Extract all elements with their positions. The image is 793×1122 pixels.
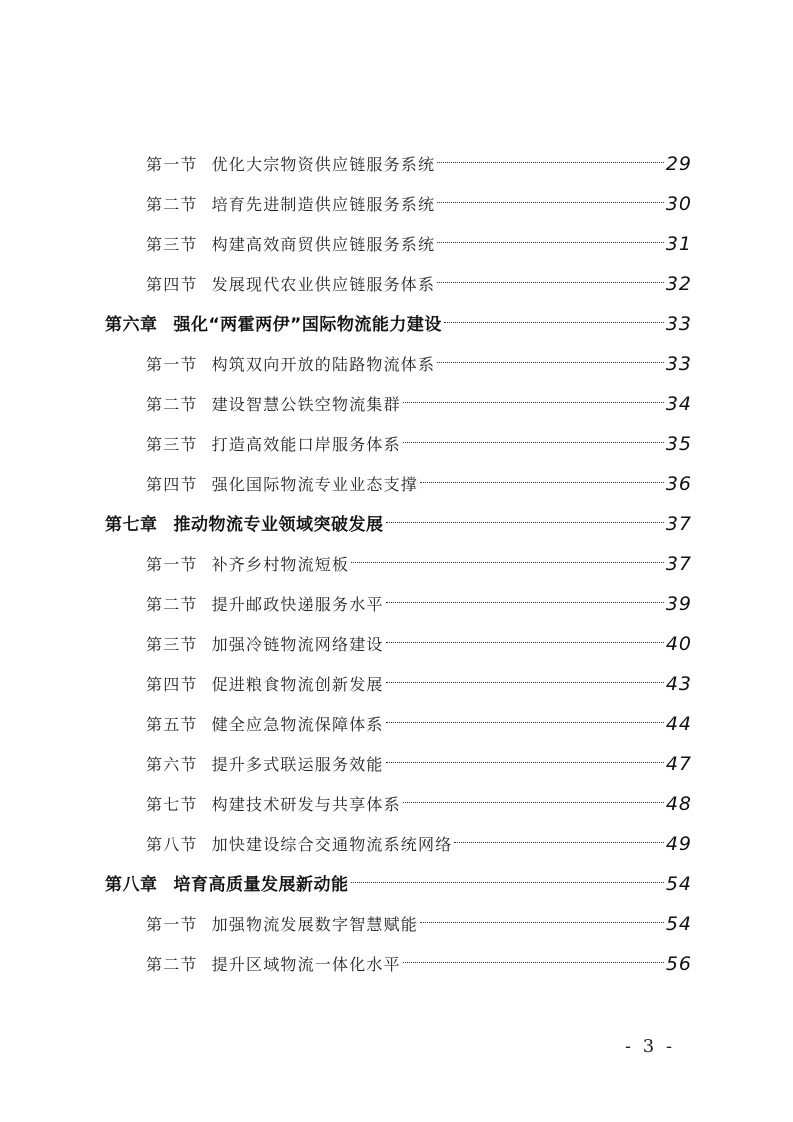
toc-entry-title: 建设智慧公铁空物流集群 — [211, 395, 401, 414]
dot-leader — [420, 921, 664, 923]
toc-entry-label: 第七节 — [146, 795, 198, 814]
toc-entry[interactable] — [146, 667, 692, 701]
toc-chapter-label: 第七章 — [105, 515, 158, 535]
toc-entry-label: 第一节 — [146, 915, 198, 934]
dot-leader — [386, 681, 664, 683]
toc-entry-label: 第四节 — [146, 275, 198, 294]
toc-chapter-entry[interactable] — [105, 867, 692, 901]
toc-entry[interactable] — [146, 747, 692, 781]
toc-entry-label: 第一节 — [146, 355, 198, 374]
page-number: - 3 - — [624, 1036, 676, 1057]
toc-entry-label: 第四节 — [146, 675, 198, 694]
toc-entry-label: 第五节 — [146, 715, 198, 734]
toc-entry-label: 第三节 — [146, 435, 198, 454]
toc-entry-title: 构建技术研发与共享体系 — [211, 795, 401, 814]
toc-entry-title: 促进粮食物流创新发展 — [211, 675, 384, 694]
toc-chapter-title: 培育高质量发展新动能 — [173, 875, 349, 895]
toc-entry-title: 发展现代农业供应链服务体系 — [211, 275, 436, 294]
toc-entry[interactable] — [146, 947, 692, 981]
toc-entry-page: 47 — [665, 753, 692, 775]
toc-entry-page: 33 — [665, 353, 692, 375]
toc-chapter-entry[interactable] — [105, 307, 692, 341]
toc-entry[interactable] — [146, 907, 692, 941]
toc-entry-title: 强化国际物流专业业态支撑 — [211, 475, 419, 494]
toc-entry[interactable] — [146, 827, 692, 861]
toc-chapter-entry[interactable] — [105, 507, 692, 541]
dot-leader — [437, 161, 664, 163]
toc-entry-page: 36 — [665, 473, 692, 495]
toc-entry[interactable] — [146, 467, 692, 501]
dot-leader — [444, 321, 664, 323]
dot-leader — [386, 521, 664, 523]
toc-entry-title: 培育先进制造供应链服务系统 — [211, 195, 436, 214]
toc-entry-page: 43 — [665, 673, 692, 695]
toc-entry[interactable] — [146, 187, 692, 221]
toc-entry-label: 第二节 — [146, 195, 198, 214]
toc-entry-page: 32 — [665, 273, 692, 295]
toc-entry-label: 第二节 — [146, 955, 198, 974]
toc-entry[interactable] — [146, 387, 692, 421]
toc-entry-title: 提升邮政快递服务水平 — [211, 595, 384, 614]
dot-leader — [351, 561, 664, 563]
toc-entry-title: 打造高效能口岸服务体系 — [211, 435, 401, 454]
dot-leader — [386, 761, 664, 763]
toc-entry-title: 健全应急物流保障体系 — [211, 715, 384, 734]
toc-entry-label: 第六节 — [146, 755, 198, 774]
dot-leader — [386, 721, 664, 723]
toc-entry[interactable] — [146, 587, 692, 621]
toc-entry-page: 34 — [665, 393, 692, 415]
toc-entry-label: 第三节 — [146, 635, 198, 654]
toc-entry-label: 第一节 — [146, 155, 198, 174]
dot-leader — [454, 841, 663, 843]
toc-entry-page: 40 — [665, 633, 692, 655]
toc-chapter-page: 33 — [665, 313, 692, 335]
toc-entry-title: 构建高效商贸供应链服务系统 — [211, 235, 436, 254]
dot-leader — [437, 361, 664, 363]
toc-entry-page: 48 — [665, 793, 692, 815]
toc-entry-title: 加强物流发展数字智慧赋能 — [211, 915, 419, 934]
toc-entry-title: 提升多式联运服务效能 — [211, 755, 384, 774]
dot-leader — [437, 281, 664, 283]
toc-entry-label: 第一节 — [146, 555, 198, 574]
toc-chapter-page: 37 — [665, 513, 692, 535]
toc-entry-label: 第二节 — [146, 395, 198, 414]
toc-entry-page: 30 — [665, 193, 692, 215]
toc-entry[interactable] — [146, 347, 692, 381]
toc-entry-label: 第八节 — [146, 835, 198, 854]
dot-leader — [437, 241, 664, 243]
toc-entry-page: 29 — [665, 153, 692, 175]
dot-leader — [386, 601, 664, 603]
dot-leader — [403, 401, 664, 403]
toc-entry-page: 39 — [665, 593, 692, 615]
toc-entry-page: 49 — [665, 833, 692, 855]
toc-chapter-label: 第八章 — [105, 875, 158, 895]
toc-entry[interactable] — [146, 707, 692, 741]
toc-entry[interactable] — [146, 547, 692, 581]
toc-entry[interactable] — [146, 147, 692, 181]
toc-entry-title: 构筑双向开放的陆路物流体系 — [211, 355, 436, 374]
dot-leader — [403, 801, 664, 803]
toc-entry[interactable] — [146, 267, 692, 301]
toc-entry-label: 第二节 — [146, 595, 198, 614]
toc-chapter-page: 54 — [665, 873, 692, 895]
toc-entry-page: 31 — [665, 233, 692, 255]
toc-entry[interactable] — [146, 227, 692, 261]
toc-entry-title: 补齐乡村物流短板 — [211, 555, 350, 574]
toc-entry-page: 56 — [665, 953, 692, 975]
toc-entry-page: 37 — [665, 553, 692, 575]
dot-leader — [437, 201, 664, 203]
dot-leader — [386, 641, 664, 643]
toc-entry-label: 第四节 — [146, 475, 198, 494]
toc-entry[interactable] — [146, 427, 692, 461]
toc-chapter-label: 第六章 — [105, 315, 158, 335]
toc-entry-label: 第三节 — [146, 235, 198, 254]
dot-leader — [420, 481, 664, 483]
toc-entry-title: 加强冷链物流网络建设 — [211, 635, 384, 654]
toc-entry-page: 35 — [665, 433, 692, 455]
dot-leader — [403, 961, 664, 963]
toc-entry-title: 加快建设综合交通物流系统网络 — [211, 835, 453, 854]
toc-entry-page: 54 — [665, 913, 692, 935]
toc-chapter-title: 推动物流专业领域突破发展 — [173, 515, 384, 535]
toc-entry[interactable] — [146, 627, 692, 661]
toc-entry-page: 44 — [665, 713, 692, 735]
dot-leader — [351, 881, 664, 883]
toc-entry-title: 提升区域物流一体化水平 — [211, 955, 401, 974]
dot-leader — [403, 441, 664, 443]
toc-entry[interactable] — [146, 787, 692, 821]
toc-chapter-title: 强化“两霍两伊”国际物流能力建设 — [173, 315, 442, 335]
toc-entry-title: 优化大宗物资供应链服务系统 — [211, 155, 436, 174]
